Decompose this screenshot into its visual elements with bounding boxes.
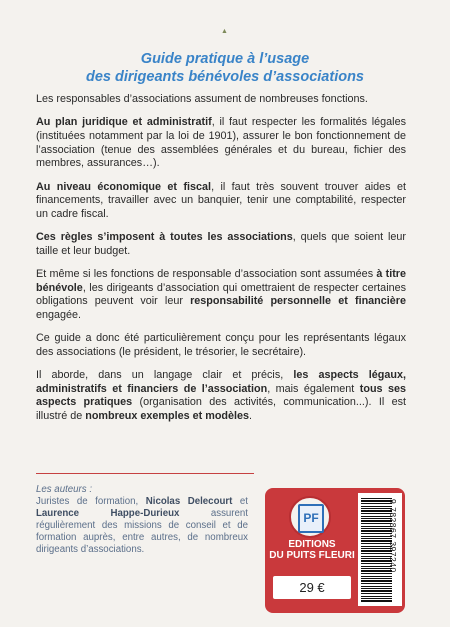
paragraph-bold: tous ses aspects pratiques [36,382,406,409]
paragraph-rules [36,231,406,258]
paragraph-text: , les dirigeants d’association qui omettraient de respecter certaines obligations peuvent voir leur [36,281,406,308]
author-name: Nicolas Delecourt [145,495,233,507]
authors-bio [36,496,248,556]
barcode [358,493,402,606]
publisher-name-line-1: EDITIONS [288,539,336,550]
title-line-1: Guide pratique à l’usage [140,51,310,67]
paragraph-economic [36,181,406,222]
paragraph-text: (organisation des activités, communication...). Il est illustré de [36,396,406,423]
blurb-text [36,93,406,433]
authors-text: assurent régulièrement des missions de conseil et de formation auprès, entre autres, de nombreux dirigeants d’associations. [36,507,248,555]
paragraph-text: Il aborde, dans un langage clair et précis, [36,369,294,382]
authors-text: et [232,495,248,507]
paragraph-text: , mais également [267,382,360,395]
paragraph-bold: responsabilité personnelle et financière [190,295,406,308]
publisher-logo-letters: PF [298,504,324,533]
publisher-logo-icon [289,496,331,538]
authors-heading: Les auteurs : [36,484,93,495]
paragraph-intro [36,93,406,107]
title-line-2: des dirigeants bénévoles d’associations [85,69,364,85]
publisher-name-line-2: DU PUITS FLEURI [269,550,355,561]
paragraph-text: , il faut très souvent trouver aides et financements, travailler avec un banquier, tenir une comptabilité, respecter un cadre fiscal. [36,180,406,220]
paragraph-text: Ce guide a donc été particulièrement conçu pour les représentants légaux des associations (le président, le trésorier, le secrétaire). [36,332,406,358]
paragraph-bold: Au niveau économique et fiscal [36,180,212,193]
authors-section [36,484,248,555]
publisher-name [265,539,359,561]
paragraph-bold: les aspects légaux, administratifs et financiers de l’association [36,369,406,395]
paragraph-bold: à titre bénévole [36,268,406,294]
paragraph-text: , il faut respecter les formalités légales (instituées notamment par la loi de 1901), assurer le bon fonctionnement de l’association (tenue des assemblées générales et du bureau, fichier des membres, assurances…). [36,116,406,170]
authors-text: Juristes de formation, [36,495,146,507]
barcode-number: 9 782867 397240 [388,499,398,573]
paragraph-text: Les responsables d’associations assument de nombreuses fonctions. [36,93,368,105]
publisher-box [265,488,405,613]
paragraph-text: . [249,410,253,423]
paragraph-bold: nombreux exemples et modèles [85,410,250,423]
author-name: Laurence Happe-Durieux [36,507,180,519]
divider-line [36,473,254,474]
paragraph-text: Et même si les fonctions de responsable d’association sont assumées [36,268,377,281]
paragraph-liability [36,268,406,322]
paragraph-bold: Au plan juridique et administratif [36,116,212,129]
paragraph-bold: Ces règles s’imposent à toutes les associations [36,231,293,244]
small-logo-icon: ▲ [221,28,228,35]
paragraph-legal [36,116,406,170]
page-title [0,50,450,86]
paragraph-text: engagée. [36,308,82,321]
paragraph-text: , quels que soient leur taille et leur budget. [36,231,406,257]
paragraph-audience [36,332,406,359]
price-tag: 29 € [273,576,351,599]
paragraph-content [36,369,406,423]
